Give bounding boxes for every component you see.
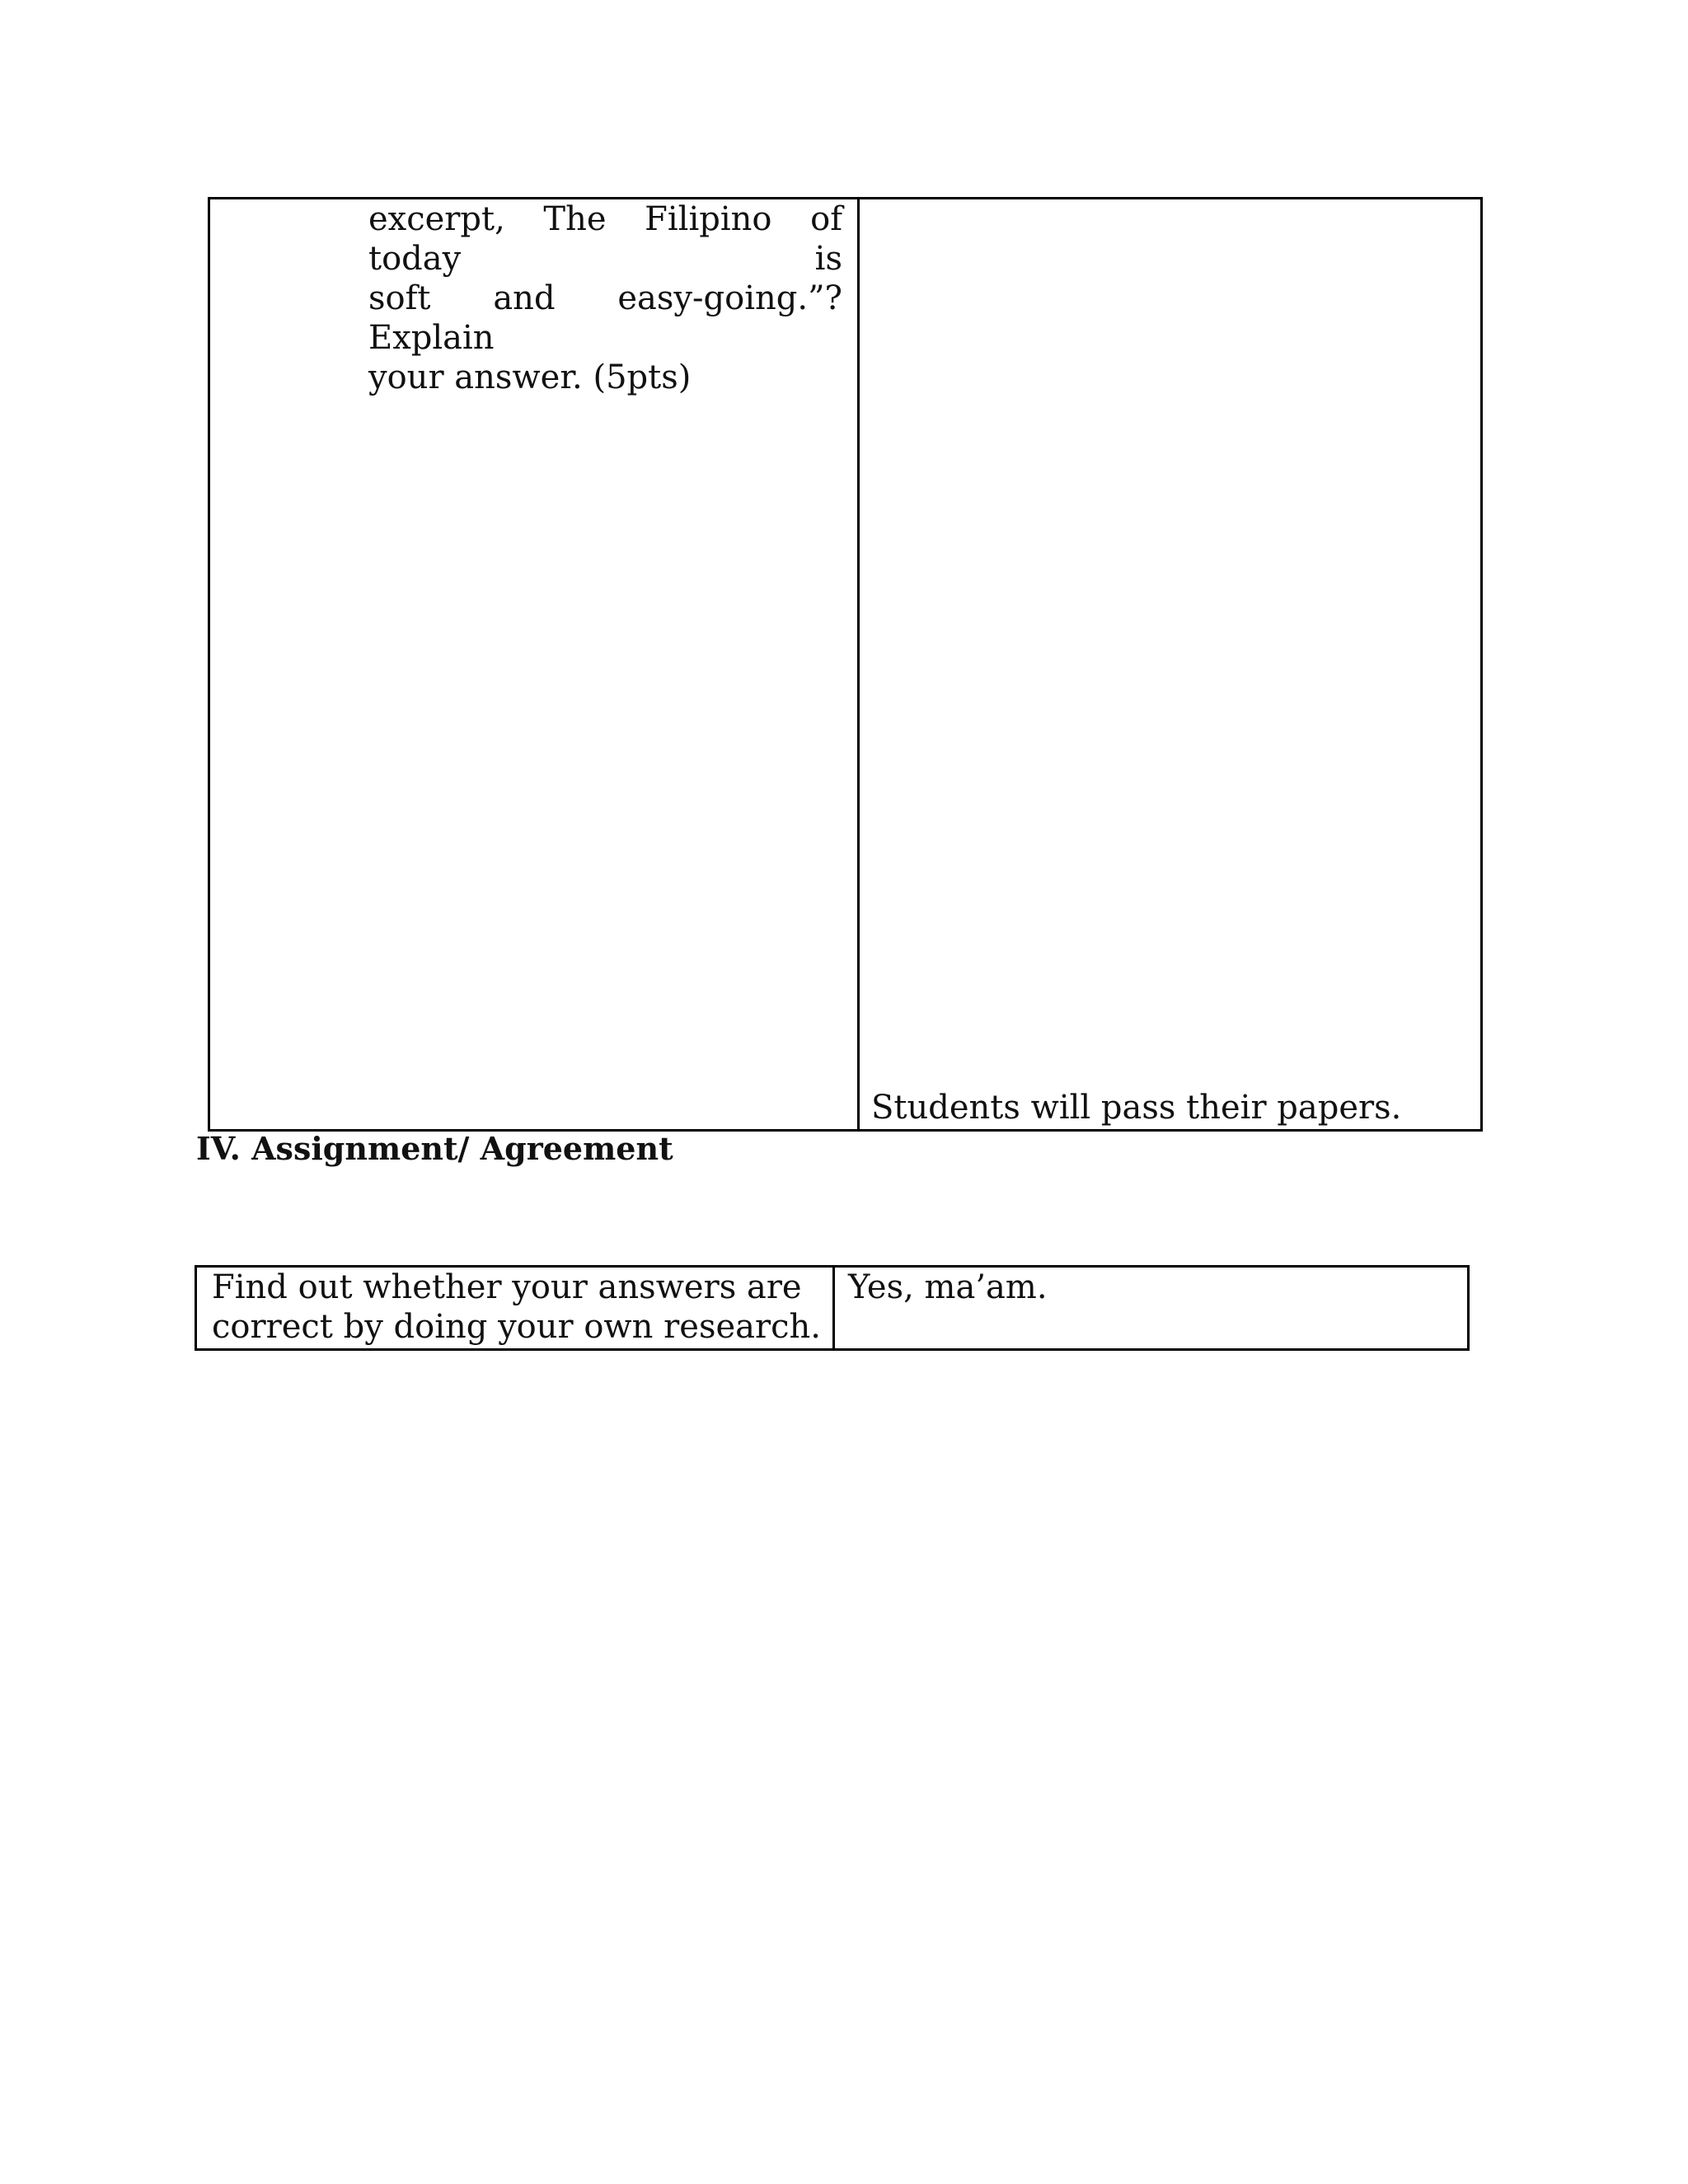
column-divider	[857, 199, 860, 1129]
activity-table	[208, 197, 1483, 1132]
question-line: your answer. (5pts)	[368, 359, 692, 396]
section-heading: IV. Assignment/ Agreement	[196, 1130, 673, 1167]
student-activity-text: Students will pass their papers.	[871, 1089, 1402, 1127]
assignment-line: correct by doing your own research.	[212, 1308, 821, 1346]
question-line: excerpt, The Filipino of today is	[368, 200, 842, 278]
question-text	[368, 199, 842, 397]
question-line: soft and easy-going.”? Explain	[368, 279, 842, 357]
assignment-instruction	[212, 1268, 822, 1347]
assignment-line: Find out whether your answers are	[212, 1268, 802, 1306]
student-response: Yes, ma’am.	[848, 1268, 1048, 1306]
column-divider	[832, 1268, 835, 1348]
assignment-table	[195, 1265, 1470, 1351]
